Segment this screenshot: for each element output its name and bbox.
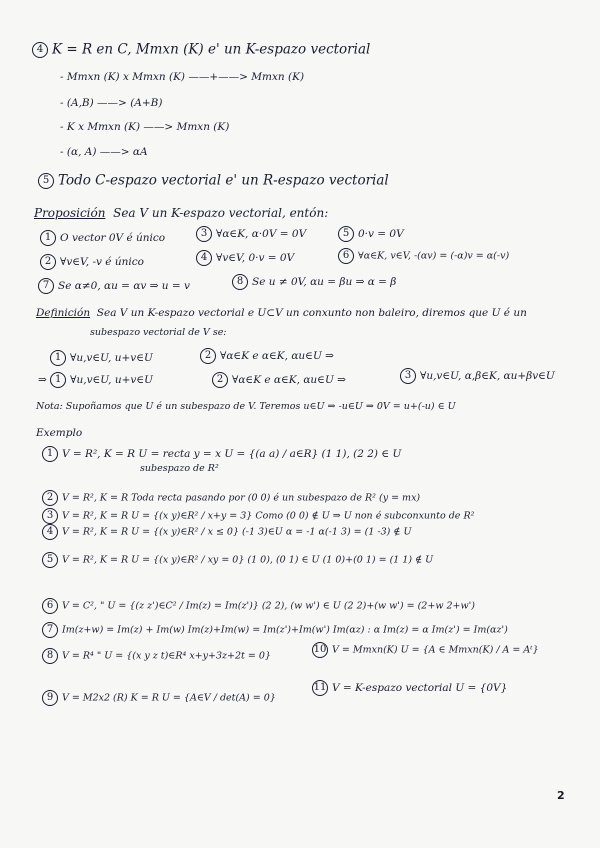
proposition-row: 6 ∀α∈K, v∈V, -(αv) = (-α)v = α(-v)	[338, 248, 509, 264]
examples-heading: Exemplo	[36, 427, 83, 439]
example-item: 8 V = R⁴ " U = {(x y z t)∈R⁴ x+y+3z+2t = 0}	[42, 648, 271, 664]
item-4-op: - (A,B) ——> (A+B)	[60, 97, 163, 109]
proposition-row: 3 ∀α∈K, α·0V = 0V	[196, 226, 306, 242]
proposition-row: 5 0·v = 0V	[338, 226, 404, 242]
definition-cond: 2 ∀α∈K e α∈K, αu∈U ⇒	[200, 348, 334, 364]
proposition-row: 1 O vector 0V é único	[40, 230, 165, 246]
proposition-row: 8 Se u ≠ 0V, αu = βu ⇒ α = β	[232, 274, 396, 290]
example-item: 4 V = R², K = R U = {(x y)∈R² / x ≤ 0} (-1 3)∈U α = -1 α(-1 3) = (1 -3) ∉ U	[42, 524, 411, 540]
item-4-op: - Mmxn (K) x Mmxn (K) ——+——> Mmxn (K)	[60, 71, 305, 83]
proposition-row: 4 ∀v∈V, 0·v = 0V	[196, 250, 294, 266]
definition-heading: Definición Sea V un K-espazo vectorial e U⊂V un conxunto non baleiro, diremos que U é un	[36, 307, 527, 319]
proposition-row: 7 Se α≠0, αu = αv ⇒ u = v	[38, 278, 190, 294]
example-item: 2 V = R², K = R Toda recta pasando por (0 0) é un subespazo de R² (y = mx)	[42, 490, 420, 506]
item-number: 4	[32, 42, 48, 58]
definition-cond: 1 ∀u,v∈U, u+v∈U	[50, 350, 153, 366]
item-4-op: - K x Mmxn (K) ——> Mmxn (K)	[60, 121, 230, 133]
page-number: 2	[557, 789, 565, 802]
definition-equiv: 2 ∀α∈K e α∈K, αu∈U ⇒	[212, 372, 346, 388]
example-item: 9 V = M2x2 (R) K = R U = {A∈V / det(A) = 0}	[42, 690, 276, 706]
definition-equiv: ⇒ 1 ∀u,v∈U, u+v∈U	[38, 374, 153, 386]
example-item: 10 V = Mmxn(K) U = {A ∈ Mmxn(K) / A = Aᵗ}	[312, 642, 539, 658]
item-4-op: - (α, A) ——> αA	[60, 146, 148, 158]
definition-cont: subespazo vectorial de V se:	[90, 327, 227, 338]
proposition-heading: Proposición Sea V un K-espazo vectorial, entón:	[34, 206, 329, 220]
example-item: 5 V = R², K = R U = {(x y)∈R² / xy = 0} (1 0), (0 1) ∈ U (1 0)+(0 1) = (1 1) ∉ U	[42, 552, 433, 568]
definition-equiv: 3 ∀u,v∈U, α,β∈K, αu+βv∈U	[400, 368, 555, 384]
item-5: 5 Todo C-espazo vectorial e' un R-espazo vectorial	[38, 173, 389, 189]
example-subnote: subespazo de R²	[140, 463, 219, 474]
proposition-row: 2 ∀v∈V, -v é único	[40, 254, 144, 270]
example-item: 6 V = C², " U = {(z z')∈C² / Im(z) = Im(z')} (2 2), (w w') ∈ U (2 2)+(w w') = (2+w 2+w')	[42, 598, 475, 614]
example-item: 3 V = R², K = R U = {(x y)∈R² / x+y = 3} Como (0 0) ∉ U ⇒ U non é subconxunto de R²	[42, 508, 474, 524]
example-item: 7 Im(z+w) = Im(z) + Im(w) Im(z)+Im(w) = Im(z')+Im(w') Im(αz) : α Im(z) = α Im(z') = Im(αz')	[42, 622, 508, 638]
nota-line: Nota: Supoñamos que U é un subespazo de V. Teremos u∈U ⇒ -u∈U ⇒ 0V = u+(-u) ∈ U	[36, 401, 456, 412]
example-item: 1 V = R², K = R U = recta y = x U = {(a a) / a∈R} (1 1), (2 2) ∈ U	[42, 446, 401, 462]
item-4-heading: 4 K = R en C, Mmxn (K) e' un K-espazo vectorial	[32, 42, 370, 58]
example-item: 11 V = K-espazo vectorial U = {0V}	[313, 682, 508, 694]
